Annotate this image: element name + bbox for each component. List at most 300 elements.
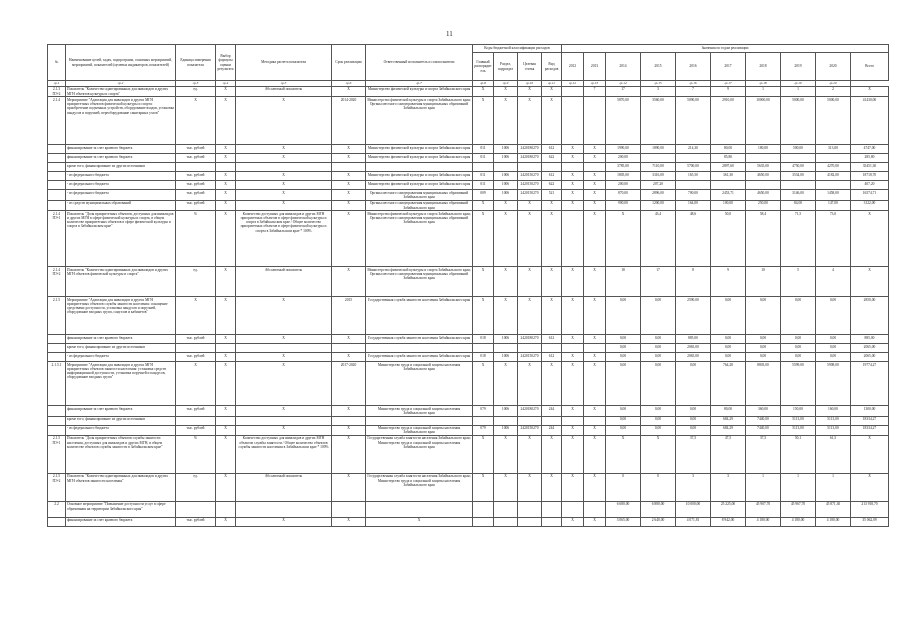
row-value-cell: 0,00 — [781, 297, 816, 335]
row-value-cell: 0 — [641, 473, 676, 501]
row-executor-cell: X — [366, 517, 473, 526]
row-value-cell: X — [562, 154, 584, 163]
row-formula-cell: X — [216, 97, 236, 145]
row-value-cell: 1 — [781, 473, 816, 501]
row-value-cell — [816, 181, 851, 190]
row-value-cell: 4270,00 — [816, 163, 851, 172]
row-executor-cell: Государственная служба занятости населения Забайкальского края; Министерство труда и социальной защиты населения Забайкальского края — [366, 435, 473, 473]
row-value-cell: 1200,00 — [641, 200, 676, 210]
row-unit-cell: ед. — [176, 87, 216, 97]
row-value-cell: 213 918,70 — [851, 501, 889, 517]
row-value-cell: 35 062,09 — [851, 517, 889, 526]
row-executor-cell: Министерство физической культуры и спорта Забайкальского края; Органы местного самоуправления муниципальных образований Забайкальского края — [366, 267, 473, 297]
row-formula-cell: X — [216, 335, 236, 344]
row-value-cell: 2897,60 — [711, 163, 746, 172]
row-formula-cell: X — [216, 425, 236, 435]
row-unit-cell — [176, 501, 216, 517]
row-value-cell: X — [584, 406, 606, 416]
row-method-cell: X — [236, 145, 332, 154]
row-value-cell: 0,00 — [781, 353, 816, 362]
row-method-cell: X — [236, 172, 332, 181]
row-value-cell: X — [562, 297, 584, 335]
row-value-cell: X — [562, 353, 584, 362]
row-value-cell: 2 — [816, 87, 851, 97]
row-executor-cell: Министерство физической культуры и спорта Забайкальского края; Органы местного самоуправления муниципальных образований Забайкальского края — [366, 211, 473, 267]
row-method-cell: X — [236, 353, 332, 362]
row-grbs-cell — [473, 163, 494, 172]
row-unit-cell — [176, 344, 216, 353]
row-grbs-cell — [473, 517, 494, 526]
table-row — [48, 362, 889, 406]
row-vr-cell: 622 — [542, 154, 562, 163]
table-row — [48, 200, 889, 210]
row-section-cell: X — [494, 211, 518, 267]
row-value-cell: X — [584, 425, 606, 435]
program-table — [47, 44, 889, 527]
row-method-cell: X — [236, 154, 332, 163]
row-number-cell — [48, 172, 66, 181]
row-value-cell — [584, 344, 606, 353]
row-value-cell: 147,00 — [816, 200, 851, 210]
row-term-cell: X — [332, 87, 366, 97]
row-executor-cell: Государственная служба занятости населения Забайкальского края — [366, 335, 473, 344]
row-value-cell: X — [584, 200, 606, 210]
row-value-cell: 8803,00 — [746, 362, 781, 406]
row-value-cell: 0,00 — [641, 335, 676, 344]
row-number-cell — [48, 163, 66, 172]
row-value-cell: 5090,00 — [676, 97, 711, 145]
row-formula-cell: X — [216, 297, 236, 335]
header-year: 2014 — [606, 53, 641, 81]
row-value-cell: 1 — [746, 473, 781, 501]
row-term-cell: X — [332, 190, 366, 200]
column-index-cell: гр.11 — [542, 81, 562, 87]
row-number-cell: 2.1.5 ПЭ-1 — [48, 435, 66, 473]
row-executor-cell: Министерство физической культуры и спорта Забайкальского края — [366, 154, 473, 163]
row-vr-cell: X — [542, 97, 562, 145]
row-value-cell: 2590,00 — [676, 297, 711, 335]
row-value-cell: 3316,00 — [641, 172, 676, 181]
row-value-cell: 165,50 — [676, 172, 711, 181]
row-section-cell — [494, 344, 518, 353]
table-row — [48, 335, 889, 344]
row-value-cell: X — [641, 435, 676, 473]
header-name: Наименование целей, задач, подпрограмм, основных мероприятий, мероприятий, показателей (целевых индикаторов, показателей) — [66, 45, 176, 81]
row-number-cell: 2.1.5 — [48, 297, 66, 335]
column-index-cell: гр.15 — [641, 81, 676, 87]
row-vr-cell: 612 — [542, 145, 562, 154]
row-value-cell: 3 — [676, 473, 711, 501]
table-row — [48, 163, 889, 172]
header-codes-group: Коды бюджетной классификации расходов — [473, 45, 562, 53]
row-unit-cell: тыс. рублей — [176, 517, 216, 526]
row-target-cell: X — [518, 267, 542, 297]
row-grbs-cell: X — [473, 297, 494, 335]
row-number-cell — [48, 335, 66, 344]
row-value-cell: 45 871,30 — [816, 501, 851, 517]
row-value-cell: 0,00 — [746, 353, 781, 362]
row-value-cell: 361,30 — [711, 172, 746, 181]
row-grbs-cell: X — [473, 473, 494, 501]
row-vr-cell: X — [542, 297, 562, 335]
row-value-cell: X — [851, 211, 889, 267]
row-unit-cell: тыс. рублей — [176, 200, 216, 210]
row-target-cell: 2420150270 — [518, 190, 542, 200]
row-value-cell — [562, 87, 584, 97]
column-index-cell: гр.2 — [66, 81, 176, 87]
row-formula-cell: X — [216, 154, 236, 163]
row-term-cell: X — [332, 145, 366, 154]
header-year: 2017 — [711, 53, 746, 81]
row-executor-cell: Государственная служба занятости населения Забайкальского края — [366, 297, 473, 335]
row-term-cell — [332, 344, 366, 353]
table-row — [48, 425, 889, 435]
row-target-cell — [518, 501, 542, 517]
row-name-cell: Мероприятие "Адаптация для инвалидов и других МГН приоритетных объектов занятости населения: установка средств информационной доступности, установка поручней и пандусов, оборудование входных групп" — [66, 362, 176, 406]
column-index-cell: гр.8 — [473, 81, 494, 87]
row-value-cell: 0,00 — [781, 344, 816, 353]
row-vr-cell: X — [542, 87, 562, 97]
row-value-cell: 0,00 — [606, 362, 641, 406]
row-value-cell: 5700,00 — [676, 163, 711, 172]
column-index-cell: гр.3 — [176, 81, 216, 87]
row-value-cell: 0,00 — [781, 335, 816, 344]
row-value-cell — [562, 501, 584, 517]
row-target-cell: 2420180270 — [518, 335, 542, 344]
column-index-cell: гр.16 — [676, 81, 711, 87]
row-unit-cell: X — [176, 362, 216, 406]
row-value-cell: X — [851, 87, 889, 97]
column-index-cell: гр.1 — [48, 81, 66, 87]
row-section-cell: 1006 — [494, 335, 518, 344]
table-row — [48, 211, 889, 267]
row-section-cell: X — [494, 87, 518, 97]
row-value-cell: X — [584, 154, 606, 163]
row-name-cell: Показатель "Доля приоритетных объектов службы занятости населения, доступных для инвалидов и других МГН, в общем количестве объектов службы занятости в Забайкальском крае" — [66, 435, 176, 473]
row-grbs-cell: 079 — [473, 406, 494, 416]
row-method-cell: X — [236, 181, 332, 190]
row-value-cell: 285,80 — [851, 154, 889, 163]
row-target-cell: X — [518, 435, 542, 473]
row-value-cell: 43,4 — [641, 211, 676, 267]
header-year: 2016 — [676, 53, 711, 81]
row-executor-cell — [366, 344, 473, 353]
table-row — [48, 172, 889, 181]
row-method-cell — [236, 344, 332, 353]
table-row — [48, 190, 889, 200]
column-index-cell: гр.4 — [216, 81, 236, 87]
row-value-cell: 2065,00 — [851, 344, 889, 353]
row-value-cell: 0,00 — [606, 353, 641, 362]
table-row — [48, 97, 889, 145]
header-year: 2012 — [562, 53, 584, 81]
row-number-cell — [48, 190, 66, 200]
row-target-cell: X — [518, 297, 542, 335]
header-term: Срок реализации — [332, 45, 366, 81]
header-values-group: Значения по годам реализации — [562, 45, 889, 53]
row-target-cell: 2420180270 — [518, 145, 542, 154]
row-value-cell: 10000,00 — [746, 97, 781, 145]
row-value-cell: X — [562, 190, 584, 200]
row-target-cell: 2420150270 — [518, 425, 542, 435]
row-unit-cell: тыс. рублей — [176, 335, 216, 344]
row-value-cell: 150,00 — [781, 406, 816, 416]
row-value-cell: 0,00 — [816, 297, 851, 335]
row-method-cell: X — [236, 97, 332, 145]
row-value-cell — [711, 181, 746, 190]
row-vr-cell: X — [542, 435, 562, 473]
row-value-cell: 35451,30 — [851, 163, 889, 172]
row-term-cell: X — [332, 435, 366, 473]
row-value-cell: 100,00 — [711, 200, 746, 210]
row-target-cell — [518, 517, 542, 526]
row-formula-cell — [216, 344, 236, 353]
row-formula-cell: X — [216, 517, 236, 526]
row-value-cell: 5000,00 — [816, 97, 851, 145]
row-number-cell — [48, 406, 66, 416]
row-value-cell: 73,0 — [816, 211, 851, 267]
row-term-cell: X — [332, 200, 366, 210]
row-unit-cell: тыс. рублей — [176, 190, 216, 200]
row-value-cell: 0,00 — [711, 335, 746, 344]
row-executor-cell: Органы местного самоуправления муниципальных образований Забайкальского края — [366, 200, 473, 210]
row-value-cell: 3560,00 — [641, 97, 676, 145]
table-row — [48, 473, 889, 501]
row-value-cell: 4 180,00 — [816, 517, 851, 526]
row-method-cell: Абсолютный показатель — [236, 473, 332, 501]
row-value-cell: 4182,00 — [816, 172, 851, 181]
row-value-cell: 2 640,00 — [641, 517, 676, 526]
row-section-cell: X — [494, 267, 518, 297]
row-executor-cell: Министерство физической культуры и спорта Забайкальского края — [366, 87, 473, 97]
row-value-cell: 0,00 — [641, 362, 676, 406]
column-index-cell: гр.7 — [366, 81, 473, 87]
row-target-cell: X — [518, 200, 542, 210]
row-unit-cell — [176, 416, 216, 425]
header-year: 2019 — [781, 53, 816, 81]
row-value-cell — [562, 344, 584, 353]
row-executor-cell: Министерство труда и социальной защиты населения Забайкальского края — [366, 406, 473, 416]
row-unit-cell — [176, 163, 216, 172]
row-section-cell: 1006 — [494, 172, 518, 181]
row-name-cell: - из федерального бюджета — [66, 172, 176, 181]
row-value-cell: 0,00 — [746, 297, 781, 335]
row-value-cell: 50,0 — [711, 211, 746, 267]
row-value-cell: 0,00 — [746, 344, 781, 353]
row-vr-cell: 244 — [542, 406, 562, 416]
row-name-cell: Показатель "Количество адаптированных для инвалидов и других МГН объектов физической культуры и спорта" — [66, 267, 176, 297]
row-value-cell: 0,00 — [641, 406, 676, 416]
row-method-cell: Количество доступных для инвалидов и других МГН приоритетных объектов в сфере физической культуры и спорта в Забайкальском крае / Общее количество приоритетных объектов в сфере физической культуры и спорта в Забайкальском крае * 100% — [236, 211, 332, 267]
row-value-cell: 4750,00 — [781, 163, 816, 172]
row-value-cell: 9 — [711, 267, 746, 297]
row-section-cell: X — [494, 97, 518, 145]
row-executor-cell: Министерство труда и социальной защиты населения Забайкальского края — [366, 362, 473, 406]
row-value-cell: 80,00 — [711, 145, 746, 154]
row-value-cell: 180,00 — [746, 145, 781, 154]
row-value-cell: 45 967,70 — [781, 501, 816, 517]
row-value-cell: 885,00 — [851, 335, 889, 344]
row-unit-cell: тыс. рублей — [176, 425, 216, 435]
table-body — [48, 81, 889, 527]
row-value-cell: 0,00 — [606, 425, 641, 435]
row-vr-cell — [542, 416, 562, 425]
row-value-cell: 0,00 — [606, 297, 641, 335]
row-value-cell: X — [584, 517, 606, 526]
row-value-cell: 4747,00 — [851, 145, 889, 154]
header-executor: Ответственный исполнитель и соисполнители — [366, 45, 473, 81]
row-value-cell: 764,28 — [711, 362, 746, 406]
row-name-cell: Показатель "Количество адаптированных для инвалидов и других МГН объектов занятости населения" — [66, 473, 176, 501]
row-name-cell: Показатель "Доля приоритетных объектов, доступных для инвалидов и других МГН в сфере физической культуры и спорта, в общем количестве приоритетных объектов в сфере физической культуры и спорта в Забайкальском крае" — [66, 211, 176, 267]
row-value-cell: X — [562, 267, 584, 297]
row-executor-cell: Государственная служба занятости населения Забайкальского края; Министерство труда и социальной защиты населения Забайкальского края — [366, 473, 473, 501]
row-target-cell: X — [518, 87, 542, 97]
row-value-cell: X — [584, 145, 606, 154]
row-method-cell: X — [236, 297, 332, 335]
row-vr-cell: 521 — [542, 190, 562, 200]
row-value-cell: 18334,27 — [851, 416, 889, 425]
row-grbs-cell — [473, 416, 494, 425]
row-number-cell — [48, 154, 66, 163]
row-value-cell: X — [584, 353, 606, 362]
row-formula-cell: X — [216, 406, 236, 416]
header-formula: Выбор формулы оценки результата — [216, 45, 236, 81]
row-value-cell: X — [584, 267, 606, 297]
row-formula-cell: X — [216, 200, 236, 210]
row-number-cell: 2.1.4 ПЭ-2 — [48, 267, 66, 297]
row-value-cell: 0,00 — [816, 344, 851, 353]
row-number-cell: 2.1.5 ПЭ-2 — [48, 473, 66, 501]
row-value-cell: 50,1 — [781, 435, 816, 473]
row-unit-cell: X — [176, 97, 216, 145]
row-value-cell: X — [584, 297, 606, 335]
row-vr-cell: X — [542, 200, 562, 210]
header-year: 2018 — [746, 53, 781, 81]
row-value-cell: 2065,00 — [851, 353, 889, 362]
row-unit-cell: тыс. рублей — [176, 154, 216, 163]
row-term-cell: X — [332, 211, 366, 267]
row-executor-cell — [366, 163, 473, 172]
row-term-cell: X — [332, 406, 366, 416]
row-value-cell: 25 225,00 — [711, 501, 746, 517]
row-value-cell: 45 907,70 — [746, 501, 781, 517]
row-value-cell: 200,00 — [606, 181, 641, 190]
row-grbs-cell: X — [473, 97, 494, 145]
row-value-cell: X — [584, 172, 606, 181]
row-grbs-cell: 011 — [473, 154, 494, 163]
row-term-cell: X — [332, 517, 366, 526]
row-value-cell: 5000,00 — [781, 97, 816, 145]
row-value-cell: 1300,00 — [851, 406, 889, 416]
row-value-cell: 0,00 — [746, 335, 781, 344]
row-grbs-cell: 011 — [473, 172, 494, 181]
program-table-sheet — [47, 44, 878, 527]
row-value-cell: X — [584, 335, 606, 344]
row-executor-cell: Министерство физической культуры и спорта Забайкальского края; Органы местного самоуправления муниципальных образований Забайкальского края — [366, 97, 473, 145]
row-grbs-cell: 009 — [473, 190, 494, 200]
row-term-cell: 2015 — [332, 297, 366, 335]
row-grbs-cell: 011 — [473, 145, 494, 154]
row-value-cell: X — [562, 200, 584, 210]
table-row — [48, 517, 889, 526]
row-value-cell: 2910,00 — [711, 97, 746, 145]
row-vr-cell: X — [542, 211, 562, 267]
row-target-cell: X — [518, 97, 542, 145]
row-formula-cell: X — [216, 211, 236, 267]
row-value-cell: 16574,71 — [851, 190, 889, 200]
row-value-cell: 0,00 — [711, 344, 746, 353]
row-value-cell: 0,00 — [676, 406, 711, 416]
row-name-cell: - из федерального бюджета — [66, 425, 176, 435]
row-value-cell: 0,00 — [711, 353, 746, 362]
row-value-cell: 5 — [781, 267, 816, 297]
row-term-cell — [332, 163, 366, 172]
row-value-cell: 0,00 — [606, 416, 641, 425]
row-value-cell — [746, 154, 781, 163]
row-section-cell: X — [494, 435, 518, 473]
row-term-cell: X — [332, 267, 366, 297]
row-name-cell: - из федерального бюджета — [66, 190, 176, 200]
row-value-cell — [746, 181, 781, 190]
row-method-cell — [236, 501, 332, 517]
row-value-cell: 4 180,00 — [781, 517, 816, 526]
row-name-cell: Основное мероприятие "Повышение доступности услуг в сфере образования на территории Забайкальского края" — [66, 501, 176, 517]
row-executor-cell: Министерство физической культуры и спорта Забайкальского края — [366, 172, 473, 181]
row-formula-cell: X — [216, 362, 236, 406]
row-target-cell — [518, 344, 542, 353]
row-value-cell: 700,00 — [676, 190, 711, 200]
row-section-cell — [494, 501, 518, 517]
row-value-cell: 4 071,81 — [676, 517, 711, 526]
row-value-cell: 8 942,00 — [711, 517, 746, 526]
header-year: 2020 — [816, 53, 851, 81]
row-term-cell: 2014-2020 — [332, 97, 366, 145]
table-row — [48, 501, 889, 517]
row-value-cell: 5113,00 — [781, 425, 816, 435]
row-value-cell: 4 — [816, 267, 851, 297]
row-name-cell: финансирование за счет краевого бюджета — [66, 517, 176, 526]
row-formula-cell: X — [216, 87, 236, 97]
row-vr-cell: X — [542, 362, 562, 406]
header-target: Целевая статья — [518, 53, 542, 81]
row-value-cell: 250,00 — [746, 200, 781, 210]
row-value-cell: 5635,00 — [746, 163, 781, 172]
header-grbs: Главный распорядитель — [473, 53, 494, 81]
row-value-cell: 18 — [606, 267, 641, 297]
row-value-cell: 2065,00 — [676, 344, 711, 353]
row-value-cell — [584, 163, 606, 172]
row-unit-cell: тыс. рублей — [176, 145, 216, 154]
row-value-cell: 3 — [711, 473, 746, 501]
column-index-cell: гр.6 — [332, 81, 366, 87]
row-executor-cell: Органы местного самоуправления муниципальных образований Забайкальского края — [366, 190, 473, 200]
row-vr-cell: 244 — [542, 425, 562, 435]
row-method-cell: X — [236, 517, 332, 526]
row-value-cell: 71,5 — [781, 211, 816, 267]
row-grbs-cell: 018 — [473, 335, 494, 344]
row-value-cell: 3 — [641, 87, 676, 97]
row-value-cell: X — [584, 181, 606, 190]
row-grbs-cell — [473, 501, 494, 517]
table-row — [48, 154, 889, 163]
row-name-cell: кроме того, финансирование из других источников — [66, 344, 176, 353]
row-method-cell — [236, 163, 332, 172]
header-total: Всего — [851, 53, 889, 81]
row-value-cell: 1 — [781, 87, 816, 97]
row-value-cell: 1805,00 — [606, 172, 641, 181]
row-value-cell: 5870,00 — [606, 97, 641, 145]
